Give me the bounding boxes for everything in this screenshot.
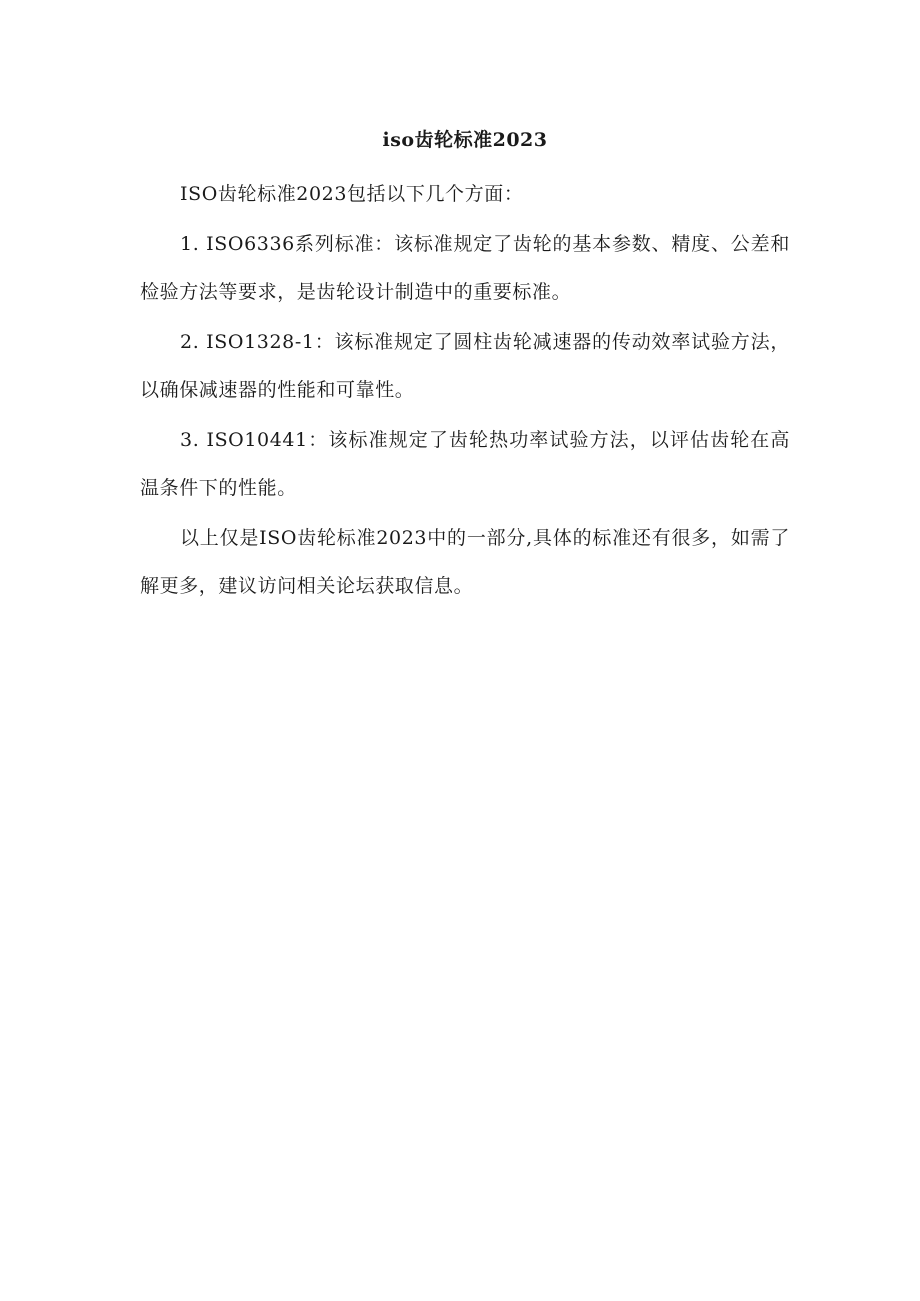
- document-title: iso齿轮标准2023: [382, 129, 548, 151]
- closing-paragraph: 以上仅是ISO齿轮标准2023中的一部分,具体的标准还有很多，如需了解更多，建议访问相关论坛获取信息。: [140, 527, 790, 597]
- item-3-paragraph: 3. ISO10441：该标准规定了齿轮热功率试验方法，以评估齿轮在高温条件下的性能。: [140, 429, 790, 499]
- item-2-paragraph: 2. ISO1328-1：该标准规定了圆柱齿轮减速器的传动效率试验方法，以确保减速器的性能和可靠性。: [140, 331, 790, 401]
- intro-paragraph: ISO齿轮标准2023包括以下几个方面：: [180, 183, 524, 205]
- item-1-paragraph: 1. ISO6336系列标准：该标准规定了齿轮的基本参数、精度、公差和检验方法等要求，是齿轮设计制造中的重要标准。: [140, 233, 790, 303]
- document-body: [140, 124, 790, 612]
